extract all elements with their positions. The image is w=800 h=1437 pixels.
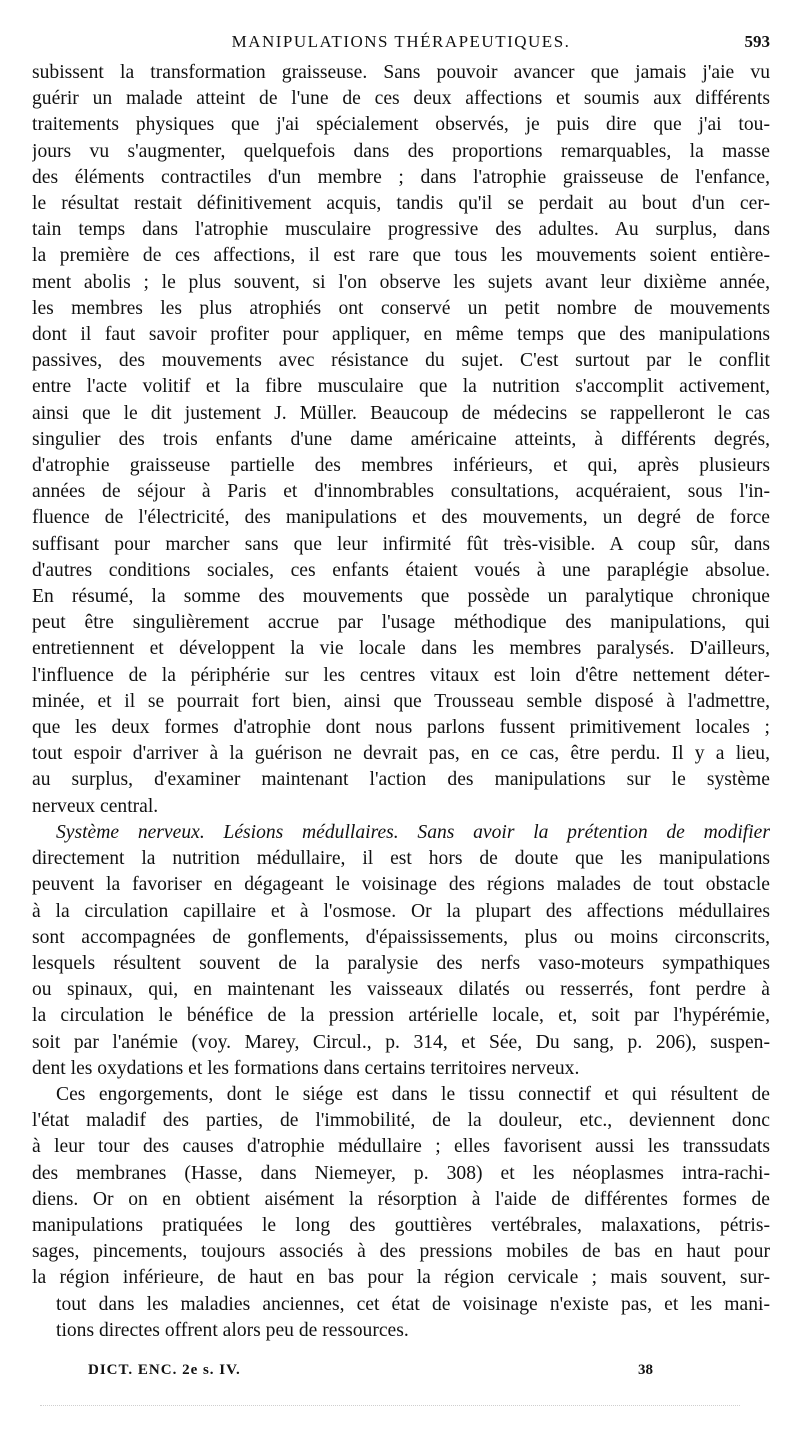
text-line: la région inférieure, de haut en bas pour la région cervicale ; mais souvent, sur-: [32, 1267, 770, 1289]
section-heading: Système nerveux. Lésions médullaires. Sans avoir la prétention de modifier: [56, 821, 770, 843]
page-footer: [32, 1362, 770, 1392]
text-line: passives, des mouvements avec résistance du sujet. C'est surtout par le conflit: [32, 350, 770, 372]
text-line: entre l'acte volitif et la fibre musculaire que la nutrition s'accomplit activement,: [32, 376, 770, 398]
text-line: En résumé, la somme des mouvements que possède un paralytique chronique: [32, 586, 770, 608]
text-line: années de séjour à Paris et d'innombrables consultations, acquéraient, sous l'in-: [32, 481, 770, 503]
text-line: tions directes offrent alors peu de ressources.: [56, 1319, 409, 1341]
text-line: suffisant pour marcher sans que leur infirmité fût très-visible. A coup sûr, dans: [32, 533, 770, 555]
text-line: à leur tour des causes d'atrophie médullaire ; elles favorisent aussi les transsudats: [32, 1136, 770, 1158]
text-line: tout dans les maladies anciennes, cet état de voisinage n'existe pas, et les mani-: [56, 1293, 770, 1315]
text-line: des membranes (Hasse, dans Niemeyer, p. 308) et les néoplasmes intra-rachi-: [32, 1162, 770, 1184]
text-line: ou spinaux, qui, en maintenant les vaisseaux dilatés ou resserrés, font perdre à: [32, 979, 770, 1001]
text-line: l'influence de la périphérie sur les centres vitaux est loin d'être nettement déter-: [32, 664, 770, 686]
scan-artifact-line: [40, 1405, 740, 1407]
paragraph-engorgements: [32, 1082, 770, 1344]
text-line: l'état maladif des parties, de l'immobilité, de la douleur, etc., deviennent donc: [32, 1110, 770, 1132]
running-header: [32, 30, 770, 60]
text-line: la première de ces affections, il est rare que tous les mouvements soient entière-: [32, 245, 770, 267]
text-line: minée, et il se pourrait fort bien, ainsi que Trousseau semble disposé à l'admettre,: [32, 690, 770, 712]
text-line: guérir un malade atteint de l'une de ces deux affections et soumis aux différents: [32, 88, 770, 110]
text-line: dent les oxydations et les formations dans certains territoires nerveux.: [32, 1057, 580, 1079]
text-line: fluence de l'électricité, des manipulations et des mouvements, un degré de force: [32, 507, 770, 529]
text-line: les membres les plus atrophiés ont conservé un petit nombre de mouvements: [32, 297, 770, 319]
text-line: à la circulation capillaire et à l'osmose. Or la plupart des affections médullaires: [32, 900, 770, 922]
text-line: Ces engorgements, dont le siége est dans le tissu connectif et qui résultent de: [56, 1083, 770, 1105]
paragraph-atrophy: [32, 60, 770, 820]
text-line: ment abolis ; le plus souvent, si l'on observe les sujets avant leur dixième année,: [32, 271, 770, 293]
text-line: sont accompagnées de gonflements, d'épaississements, plus ou moins circonscrits,: [32, 926, 770, 948]
text-line: [32, 820, 770, 846]
document-page: [32, 30, 770, 1392]
text-line: tout espoir d'arriver à la guérison ne devrait pas, en ce cas, être perdu. Il y a lieu,: [32, 743, 770, 765]
text-line: tain temps dans l'atrophie musculaire progressive des adultes. Au surplus, dans: [32, 219, 770, 241]
text-line: soit par l'anémie (voy. Marey, Circul., p. 314, et Sée, Du sang, p. 206), suspen-: [32, 1031, 770, 1053]
text-line: d'autres conditions sociales, ces enfants étaient voués à une paraplégie absolue.: [32, 559, 770, 581]
sheet-number: 38: [638, 1361, 653, 1378]
text-line: que les deux formes d'atrophie dont nous parlons fussent primitivement locales ;: [32, 717, 770, 739]
page-number: 593: [744, 32, 770, 51]
text-line: peut être singulièrement accrue par l'usage méthodique des manipulations, qui: [32, 612, 770, 634]
text-line: le résultat restait définitivement acquis, tandis qu'il se perdait au bout d'un cer-: [32, 193, 770, 215]
signature-mark: DICT. ENC. 2e s. IV.: [88, 1361, 241, 1378]
text-line: ainsi que le dit justement J. Müller. Beaucoup de médecins se rappelleront le cas: [32, 402, 770, 424]
text-line: traitements physiques que j'ai spécialement observés, je puis dire que j'ai tou-: [32, 114, 770, 136]
text-line: singulier des trois enfants d'une dame américaine atteints, à différents degrés,: [32, 428, 770, 450]
text-line: dont il faut savoir profiter pour appliquer, en même temps que des manipulations: [32, 324, 770, 346]
text-line: la circulation le bénéfice de la pression artérielle locale, et, soit par l'hypérémie,: [32, 1005, 770, 1027]
text-line: d'atrophie graisseuse partielle des membres inférieurs, et qui, après plusieurs: [32, 455, 770, 477]
text-line: diens. Or on en obtient aisément la résorption à l'aide de différentes formes de: [32, 1188, 770, 1210]
text-line: directement la nutrition médullaire, il est hors de doute que les manipulations: [32, 848, 770, 870]
text-line: nerveux central.: [32, 795, 159, 817]
text-line: peuvent la favoriser en dégageant le voisinage des régions malades de tout obstacle: [32, 874, 770, 896]
paragraph-nervous-system: [32, 820, 770, 1082]
text-line: manipulations pratiquées le long des gouttières vertébrales, malaxations, pétris-: [32, 1214, 770, 1236]
text-line: jours vu s'augmenter, quelquefois dans des proportions remarquables, la masse: [32, 140, 770, 162]
text-line: sages, pincements, toujours associés à des pressions mobiles de bas en haut pour: [32, 1241, 770, 1263]
text-line: des éléments contractiles d'un membre ; dans l'atrophie graisseuse de l'enfance,: [32, 166, 770, 188]
text-line: entretiennent et développent la vie locale dans les membres paralysés. D'ailleurs,: [32, 638, 770, 660]
running-title: MANIPULATIONS THÉRAPEUTIQUES.: [231, 32, 571, 51]
text-line: subissent la transformation graisseuse. Sans pouvoir avancer que jamais j'aie vu: [32, 62, 770, 83]
text-line: lesquels résultent souvent de la paralysie des nerfs vaso-moteurs sympathiques: [32, 952, 770, 974]
text-line: au surplus, d'examiner maintenant l'action des manipulations sur le système: [32, 769, 770, 791]
